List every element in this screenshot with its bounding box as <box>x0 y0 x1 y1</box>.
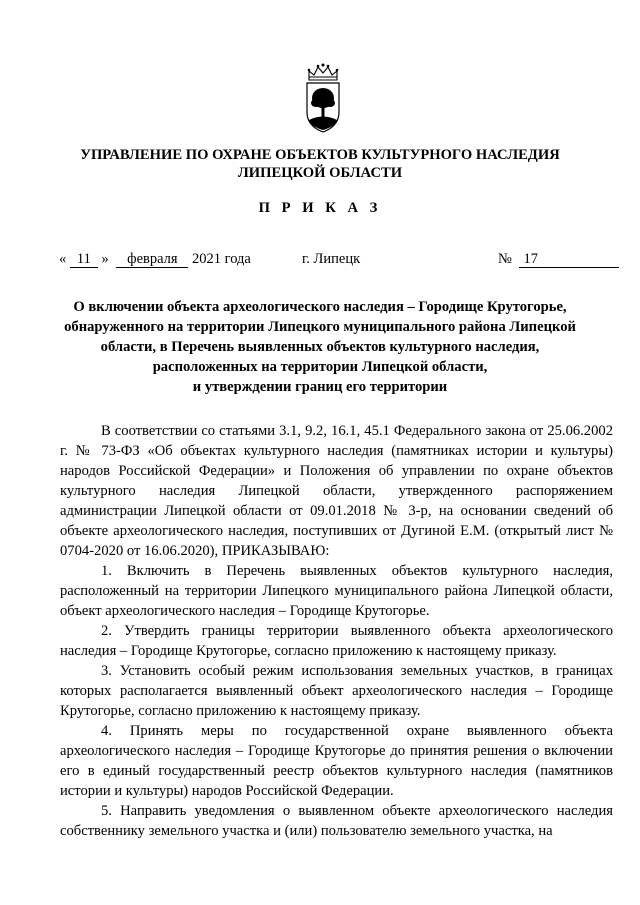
order-day: 11 <box>70 251 98 268</box>
order-year: 2021 года <box>192 251 251 267</box>
number-value: 17 <box>519 251 619 268</box>
order-number <box>498 250 619 268</box>
order-month: февраля <box>116 251 188 268</box>
quote-close: » <box>101 251 109 267</box>
quote-open: « <box>59 251 67 267</box>
order-subject <box>56 297 584 397</box>
order-date <box>59 250 251 268</box>
coat-of-arms-icon <box>301 62 345 134</box>
clause-2: 2. Утвердить границы территории выявленного объекта археологического наследия – Городище Крутогорье, согласно приложению к настоящему приказу. <box>60 623 613 659</box>
clause-1: 1. Включить в Перечень выявленных объектов культурного наследия, расположенный на территории Липецкого муниципального района Липецкой области, объект археологического наследия – Городище Крутогорье. <box>60 563 613 619</box>
preamble-paragraph: В соответствии со статьями 3.1, 9.2, 16.1, 45.1 Федерального закона от 25.06.2002 г. № 73-ФЗ «Об объектах культурного наследия (памятниках истории и культуры) народов Российской Федерации» и Положения об управлении по охране объектов культурного наследия Липецкой области, утвержденного распоряжением администрации Липецкой области от 09.01.2018 № 3-р, на основании сведений об объекте археологического наследия, поступивших от Дугиной Е.М. (открытый лист № 0704-2020 от 16.06.2020), ПРИКАЗЫВАЮ: <box>60 423 613 559</box>
organization-name-line-2: ЛИПЕЦКОЙ ОБЛАСТИ <box>237 165 403 181</box>
subject-line: области, в Перечень выявленных объектов культурного наследия, <box>100 339 540 355</box>
order-title: П Р И К А З <box>258 200 382 216</box>
subject-line: О включении объекта археологического наследия – Городище Крутогорье, <box>73 299 567 315</box>
organization-name-line-1: УПРАВЛЕНИЕ ПО ОХРАНЕ ОБЪЕКТОВ КУЛЬТУРНОГО НАСЛЕДИЯ <box>80 147 560 163</box>
subject-line: расположенных на территории Липецкой области, <box>152 359 488 375</box>
order-body <box>60 421 613 841</box>
clause-3: 3. Установить особый режим использования земельных участков, в границах которых располагается выявленный объект археологического наследия – Городище Крутогорье, согласно приложению к настоящему приказу. <box>60 663 613 719</box>
order-city: г. Липецк <box>302 251 361 267</box>
clause-5: 5. Направить уведомления о выявленном объекте археологического наследия собственнику земельного участка и (или) пользователю земельного участка, на <box>60 803 613 839</box>
clause-4: 4. Принять меры по государственной охране выявленного объекта археологического наследия – Городище Крутогорье до принятия решения о включении его в единый государственный реестр объектов культурного наследия (памятников истории и культуры) народов Российской Федерации. <box>60 723 613 799</box>
number-label: № <box>498 251 512 267</box>
subject-line: и утверждении границ его территории <box>192 379 448 395</box>
subject-line: обнаруженного на территории Липецкого муниципального района Липецкой <box>64 319 576 335</box>
